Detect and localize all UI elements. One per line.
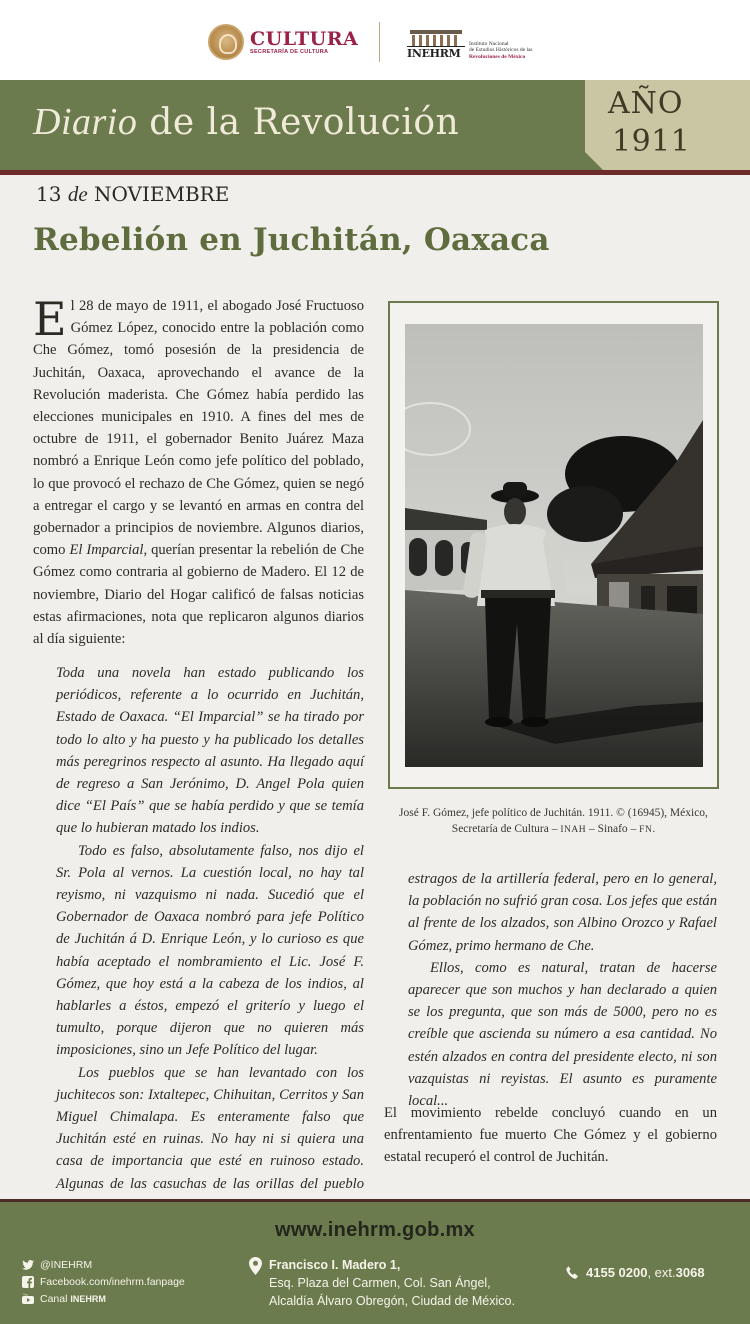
twitter-handle: @INEHRM xyxy=(40,1258,93,1271)
phone-ext-label: , ext. xyxy=(647,1265,676,1280)
caption-fn: FN xyxy=(639,825,653,835)
inehrm-line-2: de Estudios Históricos de las xyxy=(469,47,533,53)
article-intro xyxy=(33,292,364,650)
cultura-logo-text: CULTURA xyxy=(250,28,359,50)
dropcap: E xyxy=(33,292,67,346)
facebook-icon xyxy=(21,1275,34,1288)
cultura-logo-subtext: SECRETARÍA DE CULTURA xyxy=(250,49,329,55)
caption-inah: INAH xyxy=(560,825,587,835)
social-links xyxy=(21,1256,185,1307)
youtube-icon xyxy=(21,1292,34,1305)
caption-line-2: Secretaría de Cultura – INAH – Sinafo – FN. xyxy=(451,823,656,835)
inehrm-logo[interactable] xyxy=(407,26,533,60)
inehrm-line-3: Revoluciones de México xyxy=(469,53,526,60)
youtube-link[interactable] xyxy=(21,1290,185,1307)
inehrm-logo-text: INEHRM xyxy=(407,46,465,60)
quote-paragraph-2: Todo es falso, absolutamente falso, nos dijo el Sr. Pola al vernos. La cuestión local, no hay tal reyismo, ni vazquismo ni nada. Sucedió que el Gobernador de Oaxaca nombró para jefe Político de Juchitán á D. Enrique León, y lo curioso es que había aceptado el nombramiento el Lic. José F. Gómez, que hoy está a la cabeza de los indios, al hablarles a éstos, empezó el griterío y luego el tumulto, porque dijeron que no quieren más imposiciones, sino un Jefe Político del lugar. xyxy=(56,842,364,1059)
date-month: NOVIEMBRE xyxy=(87,182,230,206)
quote-paragraph-4: estragos de la artillería federal, pero en lo general, la población no sufrió gran cosa. Los jefes que están al frente de los alzados, son Albino Orozco y Rafael Gómez, primo hermano de Che. xyxy=(408,871,717,954)
quote-left-column xyxy=(56,662,364,1217)
photo-frame xyxy=(388,301,719,789)
date-day: 13 xyxy=(36,182,68,206)
phone[interactable] xyxy=(566,1265,705,1280)
address-line-1: Francisco I. Madero 1, xyxy=(269,1258,401,1272)
address-line-2: Esq. Plaza del Carmen, Col. San Ángel, xyxy=(269,1276,491,1290)
banner-underline xyxy=(0,170,750,175)
youtube-channel: Canal INEHRM xyxy=(40,1292,106,1305)
phone-extension: 3068 xyxy=(675,1265,705,1280)
year-value: 1911 xyxy=(612,124,691,159)
svg-text:You: You xyxy=(22,1292,28,1297)
quote-paragraph-1: Toda una novela han estado publicando los periódicos, referente a lo ocurrido en Juchitán, Estado de Oaxaca. “El Imparcial” se ha tirado por todo lo alto y ha puesto y ha publicado los detalles más peregrinos respecto al asunto. Ha llegado aquí de regreso a San Jerónimo, D. Angel Pola quien dice “El País” que se había perdido y que se temía que lo hubieran matado los indios. xyxy=(56,665,364,837)
intro-text-2: , querían presentar la rebelión de Che Gómez como contraria al gobierno de Madero. El 12 de noviembre, Diario del Hogar calificó de falsas noticias estas afirmaciones, nota que replicaron algunos diarios al día siguiente: xyxy=(33,542,364,648)
publication-title-rest: de la Revolución xyxy=(137,102,460,143)
year-label: AÑO xyxy=(608,86,684,121)
top-logo-bar xyxy=(0,0,750,80)
phone-number: 4155 0200 xyxy=(586,1265,648,1280)
closing-paragraph: El movimiento rebelde concluyó cuando en un enfrentamiento fue muerto Che Gómez y el gobierno estatal recuperó el control de Juchitán. xyxy=(384,1105,717,1166)
footer-top-line xyxy=(0,1199,750,1202)
intro-paper-name: El Imparcial xyxy=(69,542,144,559)
intro-text-1: l 28 de mayo de 1911, el abogado José Fructuoso Gómez López, conocido entre la población como Che Gómez, tomó posesión de la presidencia de Juchitán, Oaxaca, aprovechando el avance de la Revolución maderista. Che Gómez había perdido las elecciones municipales en 1910. A fines del mes de octubre de 1911, el gobernador Benito Juárez Maza nombró a Enrique León como jefe político del poblado, lo que provocó el rechazo de Che Gómez, quien se negó a entregar el cargo y se levantó en armas en contra del gobernador a principios de noviembre. Algunos diarios, como xyxy=(33,298,364,559)
cultura-logo[interactable] xyxy=(208,22,358,62)
location-pin-icon xyxy=(249,1257,262,1280)
inehrm-line-1: Instituto Nacional xyxy=(469,40,509,47)
logo-divider xyxy=(379,22,380,62)
photo-caption xyxy=(388,805,719,838)
caption-line-1: José F. Gómez, jefe político de Juchitán. 1911. © (16945), México, xyxy=(399,807,708,819)
building-icon xyxy=(407,30,465,60)
phone-icon xyxy=(566,1266,578,1279)
date-de: de xyxy=(67,182,88,206)
address-line-3: Alcaldía Álvaro Obregón, Ciudad de México. xyxy=(269,1294,515,1308)
article-date xyxy=(36,182,229,207)
publication-title xyxy=(33,100,459,144)
website-link[interactable]: www.inehrm.gob.mx xyxy=(275,1219,475,1241)
facebook-page: Facebook.com/inehrm.fanpage xyxy=(40,1275,185,1288)
article-headline: Rebelión en Juchitán, Oaxaca xyxy=(33,222,550,258)
mexico-seal-icon xyxy=(208,24,244,60)
twitter-link[interactable] xyxy=(21,1256,185,1273)
twitter-icon xyxy=(21,1258,34,1271)
quote-paragraph-3: Los pueblos que se han levantado con los juchitecos son: Ixtaltepec, Chihuitan, Cerritos y San Miguel Chimalapa. Es enteramente falso que Juchitán esté en ruinas. No hay ni si quiera una casa de importancia que esté en ruinoso estado. Algunas de las casuchas de las orillas del pueblo xyxy=(56,1064,364,1192)
publication-title-italic: Diario xyxy=(33,101,138,143)
facebook-link[interactable] xyxy=(21,1273,185,1290)
year-box xyxy=(585,80,750,170)
quote-paragraph-5: Ellos, como es natural, tratan de hacerse aparecer que son muchos y han declarado a quien se los pregunta, que son más de 5000, pero no es creíble que ascienda su número a esa cantidad. No estén alzados en contra del presidente electo, ni son vazquistas ni reyistas. El asunto es puramente local... xyxy=(408,959,717,1110)
historic-photo xyxy=(405,324,703,767)
address xyxy=(249,1256,515,1310)
quote-right-column xyxy=(408,868,717,1112)
